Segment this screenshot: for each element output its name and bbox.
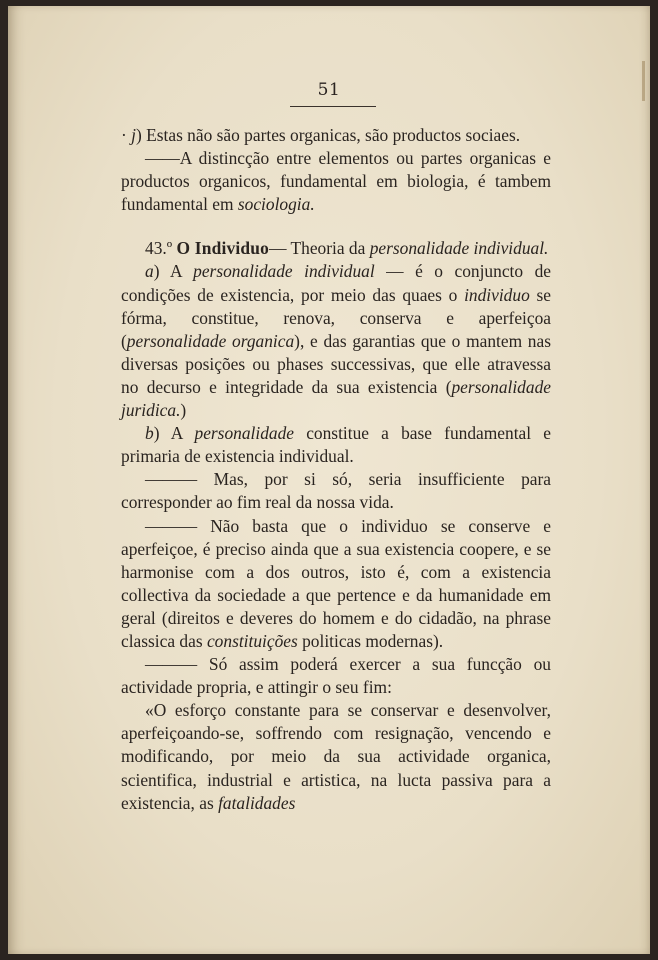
text-run: ) A xyxy=(153,423,195,444)
italic-run: personalidade organica xyxy=(126,330,295,351)
italic-run: personalidade individual. xyxy=(369,238,549,259)
header-rule xyxy=(290,106,376,107)
paragraph-gap xyxy=(121,216,551,237)
text-run: ), e das garantias que o mantem nas diversas posições ou phases successivas, que elle atravessa no decurso e integridade da sua existencia ( xyxy=(121,330,551,397)
paragraph xyxy=(121,422,551,468)
text-run: ——— Mas, por si só, seria insufficiente para corresponder ao fim real da nossa vida. xyxy=(121,469,551,513)
text-run: ——A distincção entre elementos ou partes organicas e productos organicos, fundamental em biologia, é tambem fundamental em xyxy=(121,148,551,215)
italic-run: a xyxy=(145,261,154,282)
text-run: — Theoria da xyxy=(269,238,370,259)
text-run: constitue a base fundamental e primaria de existencia individual. xyxy=(121,423,551,467)
text-run: · xyxy=(121,125,132,145)
book-page xyxy=(8,6,650,954)
paragraph xyxy=(121,699,551,814)
text-run: ) A xyxy=(153,261,194,282)
paragraph xyxy=(121,237,551,260)
italic-run: sociologia. xyxy=(237,194,315,215)
italic-run: personalidade juridica. xyxy=(121,376,551,421)
text-run: se fórma, constitue, renova, conserva e aperfeiçoa ( xyxy=(121,284,551,351)
italic-run: j xyxy=(131,125,136,145)
text-run: ——— Não basta que o individuo se conserve e aperfeiçoe, é preciso ainda que a sua existencia coopere, e se harmonise com a dos outros, isto é, com a existencia collectiva da sociedade a que pertence e da humanidade em geral (direitos e deveres do homem e do cidadão, na phrase classica das xyxy=(121,515,551,651)
text-run: ) Estas não são partes organicas, são productos sociaes. xyxy=(135,125,521,145)
body-text xyxy=(121,124,551,815)
paragraph xyxy=(121,260,551,422)
text-run: «O esforço constante para se conservar e desenvolver, aperfeiçoando-se, soffrendo com resignação, vencendo e modificando, por meio da sua actividade organica, scientifica, industrial e artistica, na lucta passiva para a existencia, as xyxy=(121,700,551,813)
text-run: 43.º xyxy=(145,238,177,259)
italic-run: b xyxy=(145,423,154,444)
italic-run: fatalidades xyxy=(218,792,296,813)
italic-run: individuo xyxy=(464,284,530,305)
page-number: 51 xyxy=(317,80,341,100)
text-run: ) xyxy=(180,400,187,421)
italic-run: personalidade individual xyxy=(193,261,375,282)
paragraph xyxy=(121,515,551,654)
italic-run: personalidade xyxy=(194,423,295,444)
paragraph xyxy=(121,147,551,216)
paragraph xyxy=(121,124,551,147)
text-run: politicas modernas). xyxy=(297,630,444,651)
text-run: — é o conjuncto de condições de existencia, por meio das quaes o xyxy=(121,261,551,305)
text-run: ——— Só assim poderá exercer a sua funcção ou actividade propria, e attingir o seu fim: xyxy=(121,654,551,698)
heading-run: O Individuo xyxy=(176,238,270,259)
paragraph xyxy=(121,468,551,514)
paragraph xyxy=(121,653,551,699)
italic-run: constituições xyxy=(206,630,298,651)
